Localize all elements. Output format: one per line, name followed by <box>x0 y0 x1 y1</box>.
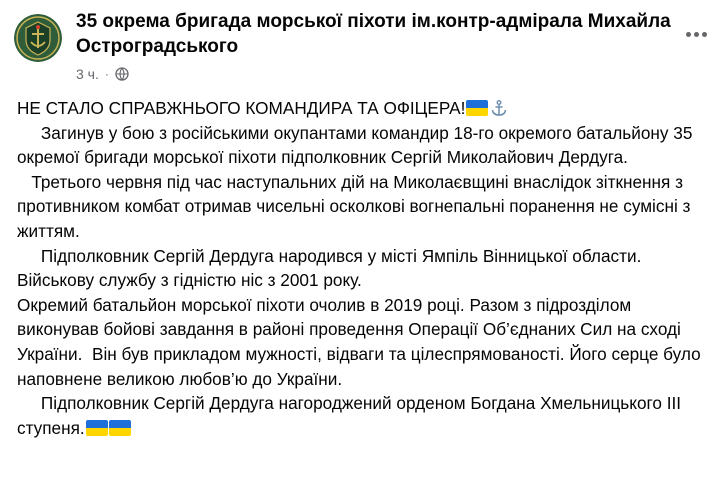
post-heading-text: НЕ СТАЛО СПРАВЖНЬОГО КОМАНДИРА ТА ОФІЦЕРА! <box>17 98 466 118</box>
globe-icon[interactable] <box>115 67 129 81</box>
post-timestamp-link[interactable]: 3 ч. <box>76 66 99 82</box>
ukraine-flag-icon <box>109 420 131 436</box>
more-options-icon <box>694 32 699 37</box>
anchor-icon <box>490 99 508 117</box>
more-options-icon <box>702 32 707 37</box>
meta-separator: · <box>104 67 109 81</box>
post-paragraph <box>17 96 717 121</box>
page-name-link[interactable]: 35 окрема бригада морської піхоти ім.контр-адмірала Михайла Остроградського <box>76 11 671 57</box>
post-paragraph: Окремий батальйон морської піхоти очолив в 2019 році. Разом з підрозділом виконував бойові завдання в районі проведення Операції Об’єднаних Сил на сході України. Він був прикладом мужності, відваги та цілеспрямованості. Його серце було наповнене великою любов’ю до України. <box>17 294 706 389</box>
more-options-button[interactable] <box>678 18 714 50</box>
ukraine-flag-icon <box>86 420 108 436</box>
post-paragraph <box>17 391 717 440</box>
post-paragraph-text: Підполковник Сергій Дердуга нагороджений орденом Богдана Хмельницького ІІІ ступеня. <box>17 393 686 438</box>
ukraine-flag-icon <box>466 100 488 116</box>
post-paragraph: Третього червня під час наступальних дій на Миколаєвщині внаслідок зіткнення з противником комбат отримав чисельні осколкові вогнепальні поранення не сумісні з життям. <box>17 171 696 241</box>
post-paragraph: Загинув у бою з російськими окупантами командир 18-го окремого батальйону 35 окремої бригади морської піхоти підполковник Сергій Миколайович Дердуга. <box>17 122 698 168</box>
post-paragraph: Підполковник Сергій Дердуга народився у місті Ямпіль Вінницької области. Військову службу з гідністю ніс з 2001 року. <box>17 245 647 291</box>
more-options-icon <box>686 32 691 37</box>
post-text <box>17 96 717 440</box>
brigade-emblem-icon <box>14 14 62 62</box>
post-meta <box>76 64 129 84</box>
page-avatar[interactable] <box>14 14 62 62</box>
